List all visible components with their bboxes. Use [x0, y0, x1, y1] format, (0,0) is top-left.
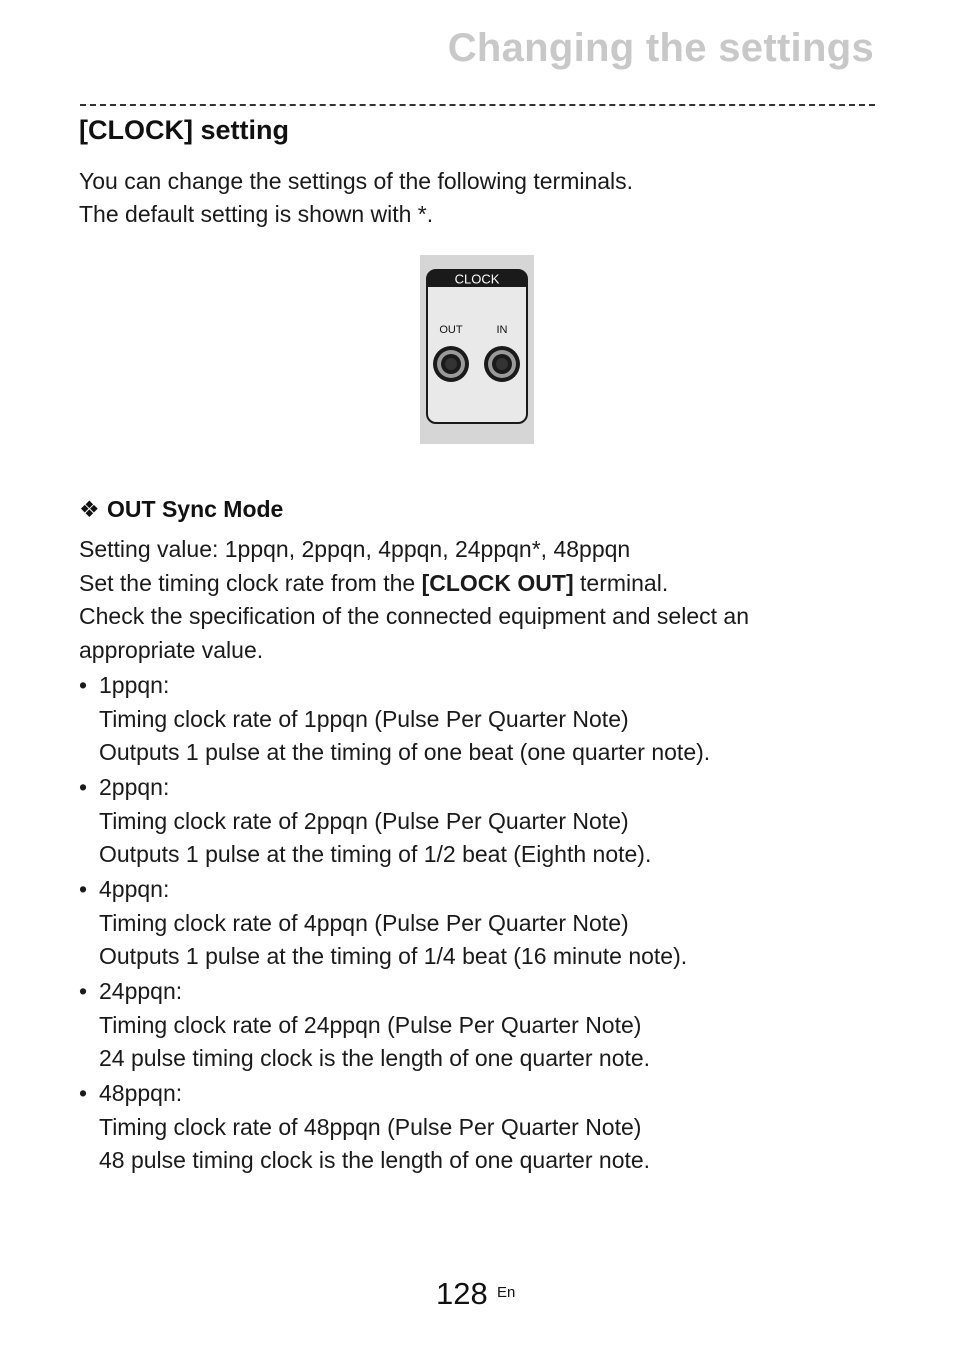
sync-mode-title: OUT Sync Mode [107, 496, 284, 522]
bullet-dot-icon: • [79, 978, 88, 1004]
list-item [79, 1077, 879, 1178]
set-rate-prefix: Set the timing clock rate from the [79, 569, 422, 596]
option-detail: Outputs 1 pulse at the timing of 1/4 beat (16 minute note). [99, 943, 688, 969]
section-heading: [CLOCK] setting [79, 115, 289, 145]
bullet-dot-icon: • [79, 774, 88, 800]
bullet-dot-icon: • [79, 672, 88, 698]
sync-options-list [79, 669, 879, 1179]
option-title: 1ppqn: [99, 672, 170, 698]
sync-mode-description [79, 533, 879, 667]
list-item [79, 669, 879, 770]
header-divider [80, 104, 875, 106]
check-line: appropriate value. [79, 636, 264, 663]
option-detail: 48 pulse timing clock is the length of one quarter note. [99, 1147, 651, 1173]
page-number: 128 [436, 1276, 488, 1311]
list-item [79, 873, 879, 974]
option-rate: Timing clock rate of 24ppqn (Pulse Per Quarter Note) [99, 1011, 642, 1038]
out-jack-label: OUT [439, 324, 463, 336]
out-jack-icon [433, 346, 469, 382]
list-item [79, 975, 879, 1076]
diamond-bullet-icon: ❖ [79, 496, 100, 522]
in-jack-label: IN [496, 324, 508, 336]
option-title: 2ppqn: [99, 774, 170, 800]
option-title: 4ppqn: [99, 876, 170, 902]
set-rate-line [79, 567, 879, 601]
intro-line: The default setting is shown with *. [79, 201, 434, 227]
set-rate-suffix: terminal. [573, 569, 669, 596]
panel-frame [427, 270, 527, 423]
list-item [79, 771, 879, 872]
clock-panel-illustration [420, 255, 534, 444]
panel-label: CLOCK [454, 271, 500, 287]
in-jack-icon [484, 346, 520, 382]
option-detail: Outputs 1 pulse at the timing of one beat (one quarter note). [99, 739, 711, 765]
clock-panel-graphic [420, 255, 534, 444]
bullet-dot-icon: • [79, 1080, 88, 1106]
option-detail: Outputs 1 pulse at the timing of 1/2 beat (Eighth note). [99, 841, 652, 867]
page-header-title: Changing the settings [447, 26, 874, 70]
option-detail: 24 pulse timing clock is the length of one quarter note. [99, 1045, 651, 1071]
page-language: En [497, 1284, 516, 1301]
sync-mode-heading [79, 496, 283, 523]
clock-out-terminal-label: [CLOCK OUT] [421, 569, 574, 596]
option-rate: Timing clock rate of 48ppqn (Pulse Per Quarter Note) [99, 1113, 642, 1140]
intro-paragraph [79, 165, 633, 231]
option-rate: Timing clock rate of 1ppqn (Pulse Per Quarter Note) [99, 705, 629, 732]
intro-line: You can change the settings of the following terminals. [79, 168, 634, 194]
option-title: 48ppqn: [99, 1080, 183, 1106]
option-rate: Timing clock rate of 2ppqn (Pulse Per Quarter Note) [99, 807, 629, 834]
check-line: Check the specification of the connected equipment and select an [79, 603, 749, 629]
setting-value-line: Setting value: 1ppqn, 2ppqn, 4ppqn, 24ppqn*, 48ppqn [79, 536, 631, 562]
option-title: 24ppqn: [99, 978, 183, 1004]
option-rate: Timing clock rate of 4ppqn (Pulse Per Quarter Note) [99, 909, 629, 936]
bullet-dot-icon: • [79, 876, 88, 902]
